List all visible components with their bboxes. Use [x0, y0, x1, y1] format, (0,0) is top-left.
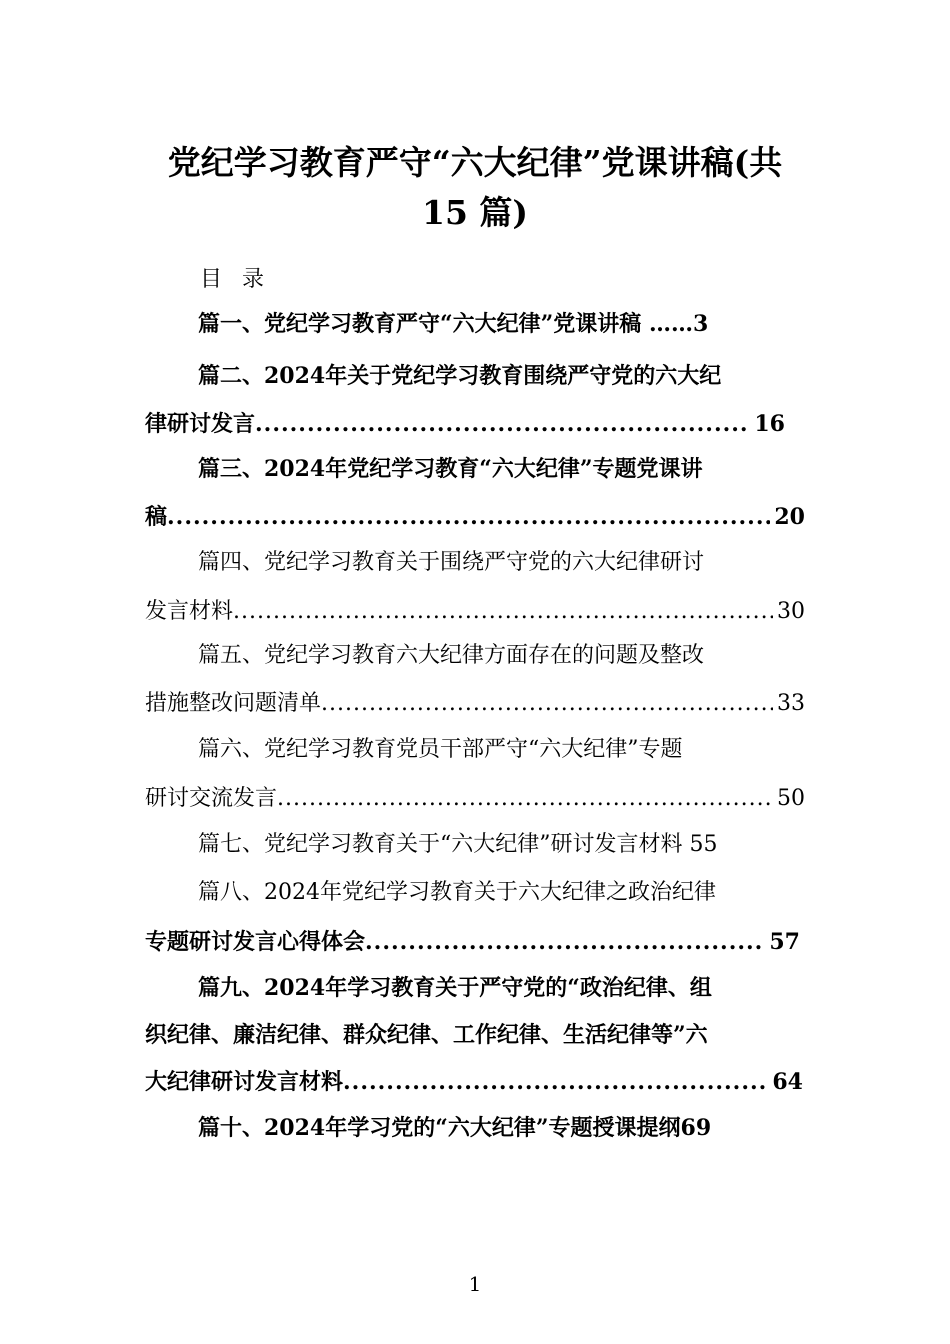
toc-entry-2-line-2[interactable] — [145, 409, 785, 439]
toc-entry-3-line-1[interactable]: 篇三、2024年党纪学习教育“六大纪律”专题党课讲 — [198, 456, 703, 482]
toc-entry-5-title-end: 措施整改问题清单 — [145, 691, 322, 716]
toc-entry-7[interactable]: 篇七、党纪学习教育关于“六大纪律”研讨发言材料 55 — [198, 832, 718, 857]
toc-entry-2-page: 16 — [754, 411, 785, 437]
toc-entry-8-line-1[interactable]: 篇八、2024年党纪学习教育关于六大纪律之政治纪律 — [198, 880, 716, 905]
toc-leader-dots — [343, 1067, 768, 1097]
toc-leader-dots — [365, 927, 765, 957]
toc-leader-dots — [255, 409, 750, 439]
toc-entry-6-line-1[interactable]: 篇六、党纪学习教育党员干部严守“六大纪律”专题 — [198, 737, 683, 762]
toc-entry-9-line-2[interactable]: 织纪律、廉洁纪律、群众纪律、工作纪律、生活纪律等”六 — [145, 1022, 708, 1048]
document-title — [100, 138, 850, 238]
toc-entry-9-title-end: 大纪律研讨发言材料 — [145, 1069, 344, 1095]
toc-entry-1[interactable]: 篇一、党纪学习教育严守“六大纪律”党课讲稿 ……3 — [198, 311, 709, 337]
title-line-2: 15 篇) — [421, 193, 529, 232]
toc-heading: 目录 — [200, 267, 285, 292]
toc-leader-dots — [277, 784, 773, 814]
toc-entry-6-line-2[interactable] — [145, 784, 805, 814]
toc-entry-4-title-end: 发言材料 — [145, 599, 234, 624]
toc-entry-8-title-end: 专题研讨发言心得体会 — [145, 929, 366, 955]
toc-entry-3-line-2[interactable] — [145, 502, 805, 532]
toc-leader-dots — [233, 597, 773, 627]
toc-entry-6-title-end: 研讨交流发言 — [145, 786, 278, 811]
page-number: 1 — [468, 1272, 482, 1296]
toc-entry-5-line-2[interactable] — [145, 689, 805, 719]
toc-entry-6-page: 50 — [777, 786, 805, 811]
toc-leader-dots — [321, 689, 773, 719]
toc-entry-2-title-end: 律研讨发言 — [145, 411, 256, 437]
toc-entry-5-line-1[interactable]: 篇五、党纪学习教育六大纪律方面存在的问题及整改 — [198, 643, 705, 668]
toc-entry-4-line-2[interactable] — [145, 597, 805, 627]
toc-leader-dots — [167, 502, 770, 532]
toc-entry-3-title-end: 稿 — [145, 504, 168, 530]
toc-entry-9-line-3[interactable] — [145, 1067, 803, 1097]
toc-entry-8-line-2[interactable] — [145, 927, 800, 957]
toc-entry-10[interactable]: 篇十、2024年学习党的“六大纪律”专题授课提纲69 — [198, 1115, 712, 1141]
toc-entry-2-line-1[interactable]: 篇二、2024年关于党纪学习教育围绕严守党的六大纪 — [198, 363, 722, 389]
toc-entry-4-line-1[interactable]: 篇四、党纪学习教育关于围绕严守党的六大纪律研讨 — [198, 550, 705, 575]
toc-entry-8-page: 57 — [769, 929, 800, 955]
toc-entry-9-page: 64 — [772, 1069, 803, 1095]
toc-entry-4-page: 30 — [777, 599, 805, 624]
title-line-1: 党纪学习教育严守“六大纪律”党课讲稿(共 — [167, 143, 783, 182]
toc-entry-9-line-1[interactable]: 篇九、2024年学习教育关于严守党的“政治纪律、组 — [198, 975, 712, 1001]
toc-entry-5-page: 33 — [777, 691, 805, 716]
toc-entry-3-page: 20 — [774, 504, 805, 530]
